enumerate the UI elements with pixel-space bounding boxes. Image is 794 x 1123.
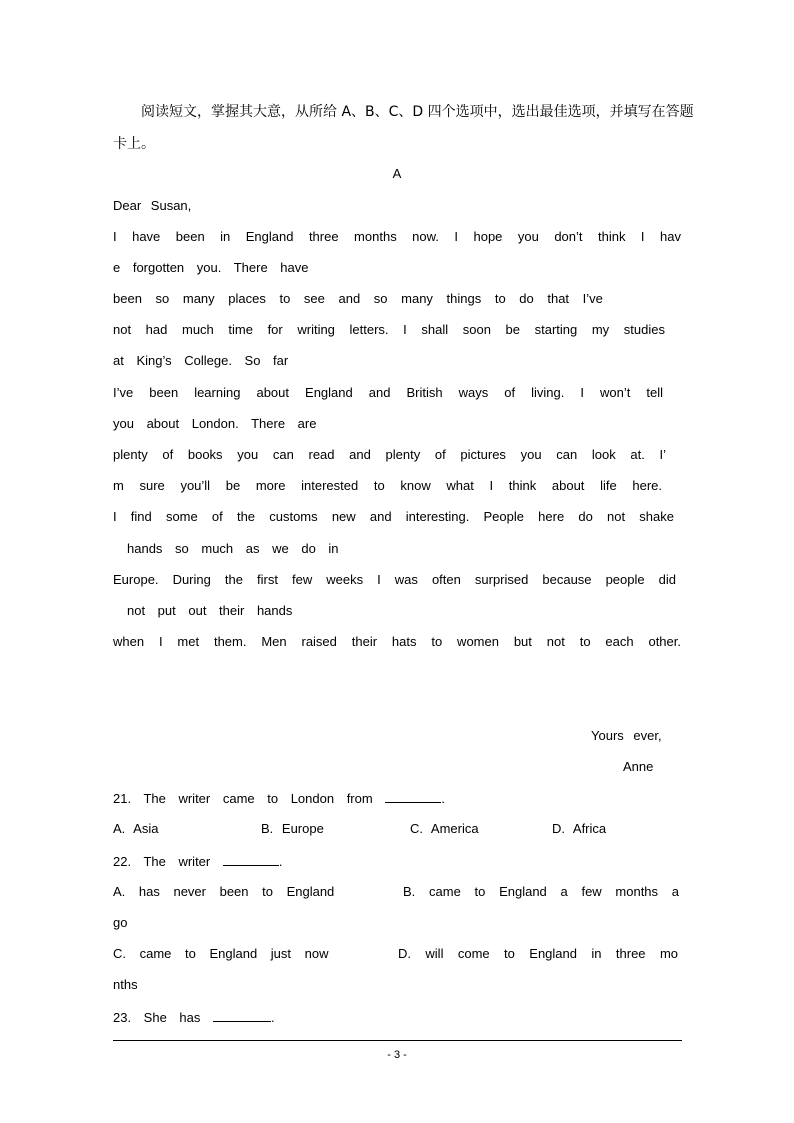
letter-line: I have been in England three months now. I hope you don’t think I hav [113, 229, 681, 244]
letter-line: when I met them. Men raised their hats to women but not to each other. [113, 634, 681, 649]
letter-line: I find some of the customs new and interesting. People here do not shake [113, 509, 674, 524]
letter-line: been so many places to see and so many things to do that I’ve [113, 291, 603, 306]
letter-line: hands so much as we do in [127, 541, 339, 556]
letter-line: at King’s College. So far [113, 353, 289, 368]
question-23 [113, 1009, 681, 1026]
letter-line: plenty of books you can read and plenty of pictures you can look at. I’ [113, 447, 666, 462]
letter-line: I’ve been learning about England and British ways of living. I won’t tell [113, 385, 663, 400]
letter-line: m sure you’ll be more interested to know what I think about life here. [113, 478, 662, 493]
question-stem: 23. She has [113, 1010, 201, 1025]
option-d-continued: nths [113, 977, 138, 992]
page-number: - 3 - [387, 1049, 407, 1061]
option-c: C. came to England just now [113, 946, 329, 961]
option-c: C. America [410, 821, 479, 836]
instruction-line-1: 阅读短文，掌握其大意，从所给 A、B、C、D 四个选项中，选出最佳选项，并填写在答题 [141, 104, 694, 120]
letter-closing: Yours ever, [591, 728, 662, 743]
option-a: A. has never been to England [113, 884, 335, 899]
question-21 [113, 790, 681, 807]
option-d: D. will come to England in three mo [398, 946, 678, 961]
answer-blank [385, 790, 441, 803]
option-d: D. Africa [552, 821, 607, 836]
answer-blank [213, 1009, 271, 1022]
letter-line: not put out their hands [127, 603, 293, 618]
footer-divider [113, 1040, 682, 1041]
letter-line: you about London. There are [113, 416, 317, 431]
letter-signature: Anne [623, 759, 654, 774]
section-label: A [392, 166, 402, 181]
question-stem: 22. The writer [113, 854, 211, 869]
question-22 [113, 853, 681, 870]
question-stem-end: . [271, 1010, 275, 1025]
question-stem-end: . [278, 854, 283, 869]
question-stem-end: . [441, 791, 445, 806]
question-stem: 21. The writer came to London from [113, 791, 373, 806]
option-b: B. Europe [261, 821, 324, 836]
letter-line: e forgotten you. There have [113, 260, 309, 275]
letter-line: Europe. During the first few weeks I was often surprised because people did [113, 572, 676, 587]
option-b-continued: go [113, 915, 128, 930]
letter-line: not had much time for writing letters. I shall soon be starting my studies [113, 322, 665, 337]
option-a: A. Asia [113, 821, 159, 836]
option-b: B. came to England a few months a [403, 884, 679, 899]
letter-greeting: Dear Susan, [113, 198, 192, 213]
answer-blank [223, 853, 279, 866]
instruction-line-2: 卡上。 [113, 136, 155, 152]
